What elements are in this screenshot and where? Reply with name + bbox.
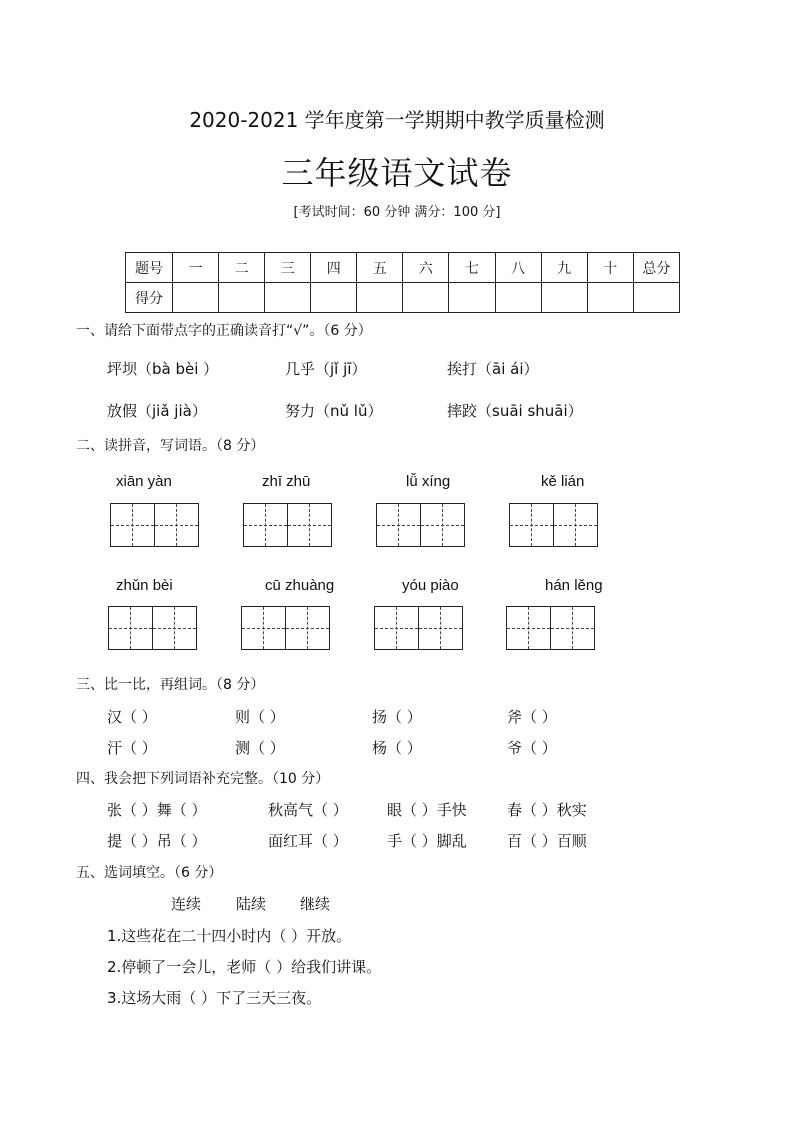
writing-cell[interactable] xyxy=(154,503,199,547)
writing-cell[interactable] xyxy=(108,606,153,650)
word-option: 陆续 xyxy=(236,895,267,913)
compare-item[interactable]: 汗（ ） xyxy=(107,739,157,757)
fill-question[interactable]: 3.这场大雨（ ）下了三天三夜。 xyxy=(107,989,322,1007)
idiom-item[interactable]: 百（ ）百顺 xyxy=(507,832,587,850)
pinyin-label: zhǔn bèi xyxy=(116,577,173,594)
compare-item[interactable]: 杨（ ） xyxy=(372,739,422,757)
idiom-item[interactable]: 面红耳（ ） xyxy=(268,832,348,850)
score-table-cell: 得分 xyxy=(126,283,173,313)
score-cell[interactable] xyxy=(449,283,495,313)
fill-question[interactable]: 1.这些花在二十四小时内（ ）开放。 xyxy=(107,927,352,945)
pronunciation-item[interactable]: 放假（jiǎ jià） xyxy=(107,402,207,420)
score-table-cell: 六 xyxy=(403,253,449,283)
score-cell[interactable] xyxy=(541,283,587,313)
writing-grid xyxy=(376,503,465,547)
word-option: 继续 xyxy=(300,895,331,913)
fill-question[interactable]: 2.停顿了一会儿，老师（ ）给我们讲课。 xyxy=(107,958,382,976)
score-cell[interactable] xyxy=(633,283,679,313)
writing-cell[interactable] xyxy=(152,606,197,650)
writing-cell[interactable] xyxy=(287,503,332,547)
exam-title-line1: 2020-2021 学年度第一学期期中教学质量检测 xyxy=(189,108,605,132)
idiom-item[interactable]: 春（ ）秋实 xyxy=(507,801,587,819)
writing-cell[interactable] xyxy=(376,503,421,547)
pronunciation-item[interactable]: 挨打（āi ái） xyxy=(447,360,539,378)
pronunciation-item[interactable]: 努力（nǔ lǔ） xyxy=(285,402,383,420)
pronunciation-item[interactable]: 坪坝（bà bèi ） xyxy=(107,360,219,378)
pinyin-label: hán lěng xyxy=(545,577,603,594)
compare-item[interactable]: 扬（ ） xyxy=(372,708,422,726)
section4-heading: 四、我会把下列词语补充完整。（10 分） xyxy=(76,771,330,787)
writing-cell[interactable] xyxy=(241,606,286,650)
idiom-item[interactable]: 眼（ ）手快 xyxy=(387,801,467,819)
score-cell[interactable] xyxy=(587,283,633,313)
pronunciation-item[interactable]: 摔跤（suāi shuāi） xyxy=(447,402,583,420)
score-table-cell: 十 xyxy=(587,253,633,283)
writing-grid xyxy=(506,606,595,650)
idiom-item[interactable]: 提（ ）吊（ ） xyxy=(107,832,207,850)
score-table-cell: 七 xyxy=(449,253,495,283)
idiom-item[interactable]: 手（ ）脚乱 xyxy=(387,832,467,850)
writing-grid xyxy=(241,606,330,650)
section5-heading: 五、选词填空。（6 分） xyxy=(76,865,223,881)
score-table-cell: 总分 xyxy=(633,253,679,283)
section2-heading: 二、读拼音，写词语。（8 分） xyxy=(76,438,265,454)
writing-grid xyxy=(243,503,332,547)
writing-cell[interactable] xyxy=(553,503,598,547)
pinyin-label: yóu piào xyxy=(402,577,459,594)
writing-cell[interactable] xyxy=(243,503,288,547)
score-cell[interactable] xyxy=(219,283,265,313)
exam-info: [考试时间：60 分钟 满分：100 分] xyxy=(293,205,501,220)
pinyin-label: zhī zhū xyxy=(262,473,311,490)
section1-heading: 一、请给下面带点字的正确读音打“√”。（6 分） xyxy=(76,323,372,339)
idiom-item[interactable]: 张（ ）舞（ ） xyxy=(107,801,207,819)
score-cell[interactable] xyxy=(403,283,449,313)
writing-cell[interactable] xyxy=(285,606,330,650)
score-table-cell: 九 xyxy=(541,253,587,283)
pinyin-label: xiān yàn xyxy=(116,473,172,490)
compare-item[interactable]: 则（ ） xyxy=(235,708,285,726)
pinyin-label: cū zhuàng xyxy=(265,577,335,594)
pronunciation-item[interactable]: 几乎（jǐ jī） xyxy=(285,360,367,378)
pinyin-label: kě lián xyxy=(541,473,585,490)
score-cell[interactable] xyxy=(265,283,311,313)
score-table-score-row xyxy=(126,283,680,313)
score-table-cell: 一 xyxy=(173,253,219,283)
writing-grid xyxy=(108,606,197,650)
idiom-item[interactable]: 秋高气（ ） xyxy=(268,801,348,819)
exam-title-line2: 三年级语文试卷 xyxy=(281,154,513,192)
score-cell[interactable] xyxy=(357,283,403,313)
pinyin-label: lǚ xíng xyxy=(406,473,451,490)
score-cell[interactable] xyxy=(173,283,219,313)
score-table-cell: 四 xyxy=(311,253,357,283)
score-table-cell: 二 xyxy=(219,253,265,283)
word-option: 连续 xyxy=(171,895,202,913)
writing-cell[interactable] xyxy=(509,503,554,547)
compare-item[interactable]: 测（ ） xyxy=(235,739,285,757)
score-cell[interactable] xyxy=(311,283,357,313)
writing-grid xyxy=(374,606,463,650)
score-table-cell: 三 xyxy=(265,253,311,283)
section3-heading: 三、比一比，再组词。（8 分） xyxy=(76,677,265,693)
score-table-header-row xyxy=(126,253,680,283)
writing-cell[interactable] xyxy=(420,503,465,547)
writing-cell[interactable] xyxy=(506,606,551,650)
writing-grid xyxy=(110,503,199,547)
score-table-cell: 五 xyxy=(357,253,403,283)
score-table xyxy=(125,252,680,313)
writing-cell[interactable] xyxy=(550,606,595,650)
writing-cell[interactable] xyxy=(374,606,419,650)
compare-item[interactable]: 汉（ ） xyxy=(107,708,157,726)
score-table-cell: 八 xyxy=(495,253,541,283)
writing-cell[interactable] xyxy=(418,606,463,650)
compare-item[interactable]: 斧（ ） xyxy=(507,708,557,726)
score-table-cell: 题号 xyxy=(126,253,173,283)
writing-grid xyxy=(509,503,598,547)
score-cell[interactable] xyxy=(495,283,541,313)
compare-item[interactable]: 爷（ ） xyxy=(507,739,557,757)
writing-cell[interactable] xyxy=(110,503,155,547)
